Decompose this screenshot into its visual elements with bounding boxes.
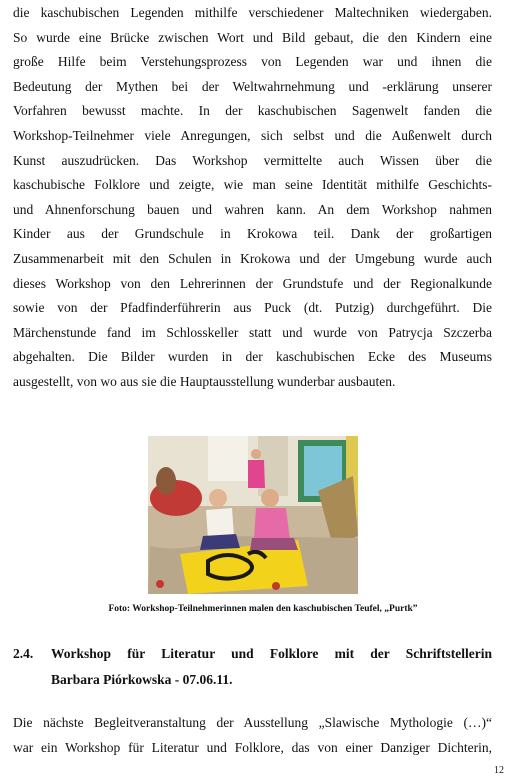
text-line: war ein Workshop für Literatur und Folklore, das von einer Danziger Dichterin, bbox=[13, 739, 492, 755]
text-line: sowie von der Pfadfinderführerin aus Puck (dt. Putzig) durchgeführt. Die bbox=[13, 300, 492, 316]
text-line: Märchenstunde fand im Schlosskeller statt und wurde von Patrycja Szczerba bbox=[13, 324, 492, 340]
text-line: Die nächste Begleitveranstaltung der Ausstellung „Slawische Mythologie (…)“ bbox=[13, 715, 492, 730]
photo-caption: Foto: Workshop-Teilnehmerinnen malen den kaschubischen Teufel, „Purtk” bbox=[108, 604, 418, 614]
body-paragraph-2 bbox=[13, 711, 492, 760]
text-line: Vorfahren bewusst machte. In der kaschubischen Sagenwelt fanden die bbox=[13, 103, 492, 119]
text-line: ausgestellt, von wo aus sie die Hauptausstellung wunderbar ausbauten. bbox=[13, 373, 396, 389]
text-line: und Ahnenforschung bauen und wahren kann. An dem Workshop nahmen bbox=[13, 201, 492, 217]
text-line: die kaschubischen Legenden mithilfe verschiedener Maltechniken wiedergaben. bbox=[13, 5, 492, 20]
text-line: kaschubische Folklore und zeigte, wie man seine Identität mithilfe Geschichts- bbox=[13, 177, 492, 193]
page-number: 12 bbox=[494, 765, 504, 776]
text-line: So wurde eine Brücke zwischen Wort und Bild gebaut, die den Kindern eine bbox=[13, 29, 492, 45]
text-line: Kinder aus der Grundschule in Krokowa teil. Dank der großartigen bbox=[13, 226, 492, 242]
text-line: abgehalten. Die Bilder wurden in der kaschubischen Ecke des Museums bbox=[13, 349, 492, 365]
text-line: Zusammenarbeit mit den Schulen in Krokowa und der Umgebung wurde auch bbox=[13, 250, 492, 266]
section-title-line: Workshop für Literatur und Folklore mit der Schriftstellerin bbox=[51, 646, 492, 661]
text-line: Bedeutung der Mythen bei der Weltwahrnehmung und -erklärung unserer bbox=[13, 78, 492, 94]
text-line: dieses Workshop von den Lehrerinnen der Grundstufe und der Regionalkunde bbox=[13, 275, 492, 291]
text-line: Workshop-Teilnehmer viele Anregungen, sich selbst und die Außenwelt durch bbox=[13, 127, 492, 143]
workshop-photo-image bbox=[148, 436, 358, 594]
workshop-photo bbox=[148, 436, 358, 594]
text-line: Kunst auszudrücken. Das Workshop vermittelte auch Wissen über die bbox=[13, 152, 492, 168]
section-title-line: Barbara Piórkowska - 07.06.11. bbox=[51, 672, 233, 687]
body-paragraph-1 bbox=[13, 1, 492, 395]
text-line: große Hilfe beim Verstehungsprozess von Legenden war und ihnen die bbox=[13, 54, 492, 70]
section-number: 2.4. bbox=[13, 646, 34, 661]
